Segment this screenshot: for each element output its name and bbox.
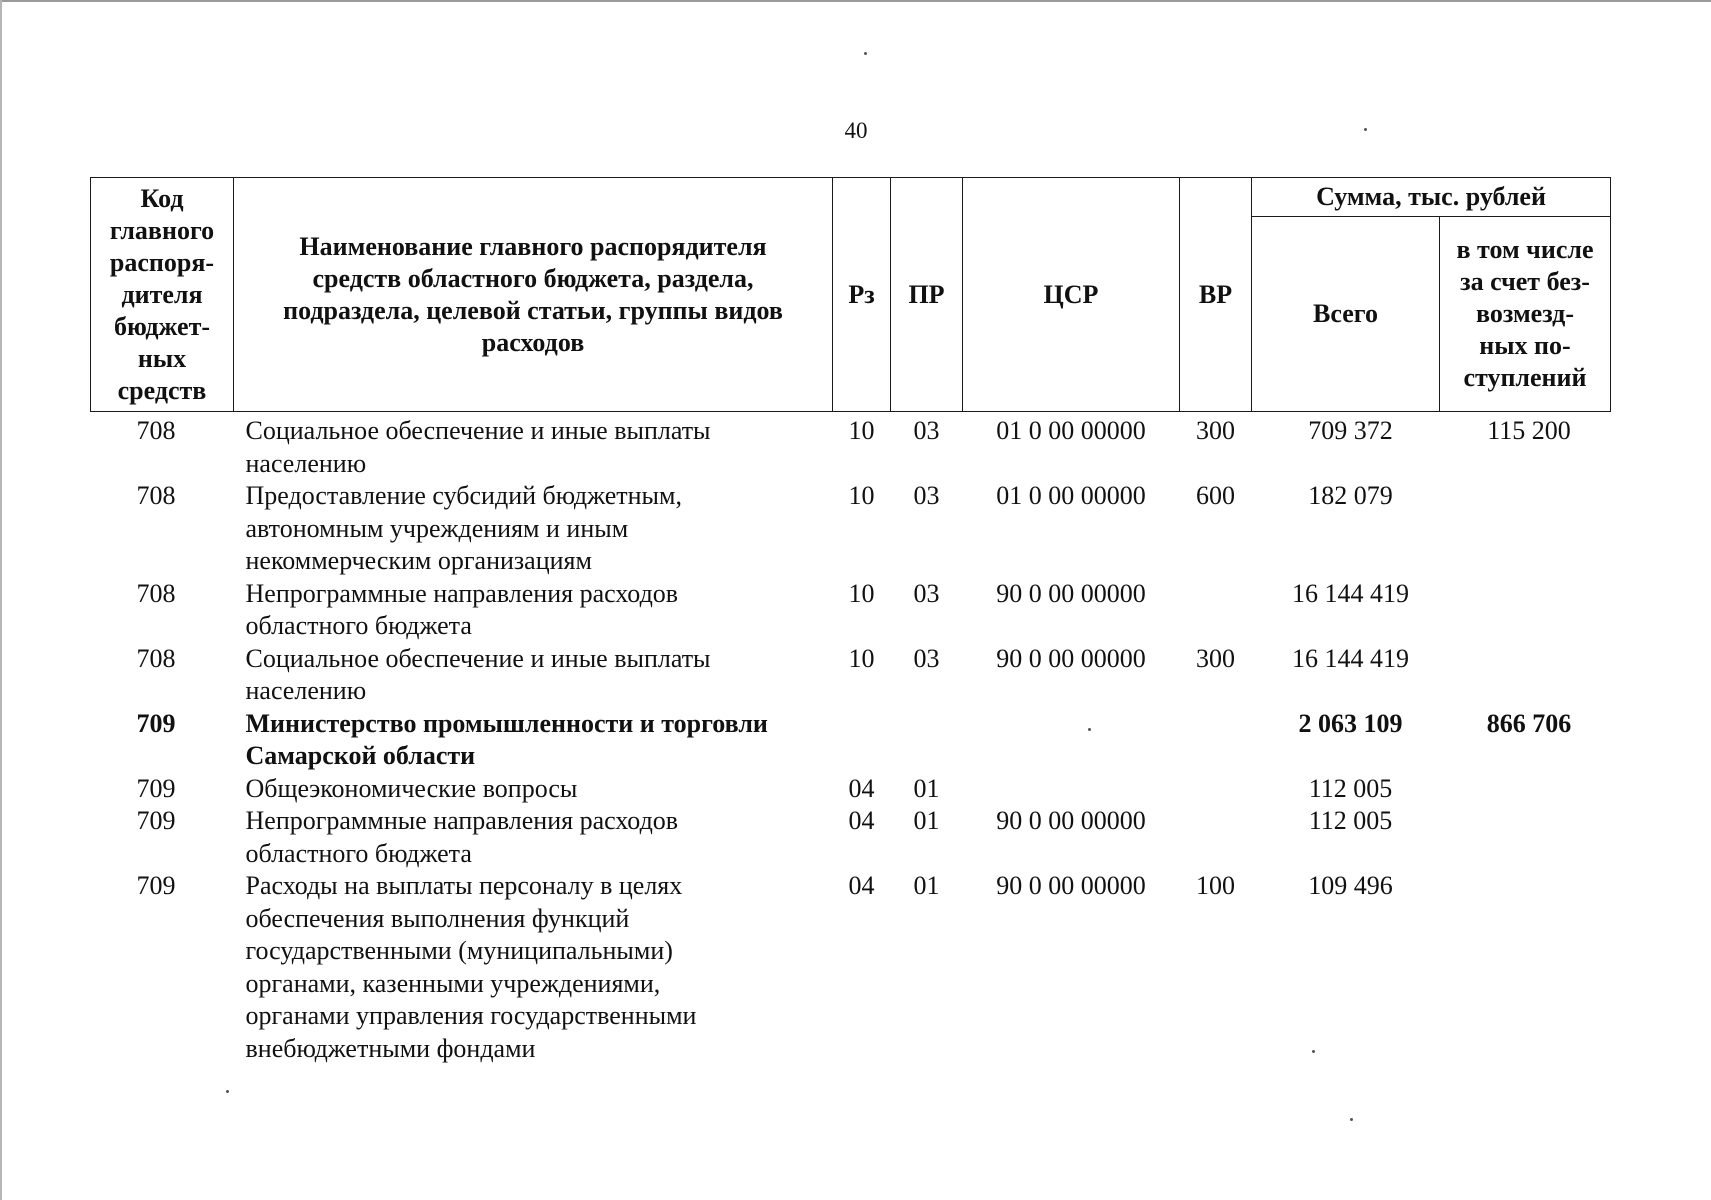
cell-vr bbox=[1180, 805, 1252, 870]
cell-vr bbox=[1180, 773, 1252, 806]
budget-table bbox=[90, 177, 1611, 1065]
cell-pr: 03 bbox=[913, 643, 940, 673]
header-line: подраздела, целевой статьи, группы видов bbox=[283, 295, 783, 325]
cell-free bbox=[1440, 643, 1611, 708]
cell-name bbox=[234, 708, 833, 773]
header-line: главного bbox=[109, 215, 215, 245]
page-number: 40 bbox=[844, 118, 868, 143]
header-line: за счет без- bbox=[1460, 267, 1590, 296]
cell-csr: 90 0 00 00000 bbox=[996, 871, 1146, 900]
cell-code: 708 bbox=[136, 643, 176, 673]
header-code bbox=[91, 178, 234, 412]
cell-name bbox=[234, 480, 833, 578]
name-line: государственными (муниципальными) bbox=[245, 936, 673, 965]
header-line: расходов bbox=[481, 327, 585, 357]
name-line: Непрограммные направления расходов bbox=[245, 806, 679, 835]
name-line: Министерство промышленности и торговли bbox=[245, 708, 768, 738]
header-total: Всего bbox=[1252, 217, 1440, 412]
scan-speck bbox=[1350, 1118, 1353, 1121]
header-line: в том числе bbox=[1456, 235, 1594, 264]
header-rz: Рз bbox=[833, 178, 891, 412]
table-header bbox=[91, 178, 1611, 412]
scan-speck bbox=[226, 1090, 229, 1093]
table-row bbox=[91, 578, 1611, 643]
cell-pr: 03 bbox=[913, 578, 940, 608]
cell-code: 708 bbox=[136, 481, 176, 510]
cell-csr: 90 0 00 00000 bbox=[996, 578, 1146, 608]
name-line: областного бюджета bbox=[245, 838, 472, 868]
cell-free: 866 706 bbox=[1486, 708, 1572, 738]
header-sum: Сумма, тыс. рублей bbox=[1252, 178, 1611, 217]
cell-name bbox=[234, 578, 833, 643]
cell-name bbox=[234, 412, 833, 481]
header-line: Код bbox=[140, 183, 184, 213]
cell-pr bbox=[891, 708, 963, 773]
cell-vr bbox=[1180, 708, 1252, 773]
header-line: Наименование главного распорядителя bbox=[299, 231, 767, 261]
cell-code: 709 bbox=[136, 871, 176, 900]
table-row bbox=[91, 805, 1611, 870]
cell-vr: 300 bbox=[1196, 643, 1235, 673]
name-line: Социальное обеспечение и иные выплаты bbox=[245, 416, 711, 445]
cell-total: 2 063 109 bbox=[1298, 708, 1403, 738]
table-row bbox=[91, 870, 1611, 1065]
cell-free bbox=[1440, 578, 1611, 643]
name-line: Непрограммные направления расходов bbox=[245, 578, 679, 608]
cell-csr bbox=[963, 773, 1180, 806]
header-line: бюджет- bbox=[113, 311, 210, 341]
cell-total: 112 005 bbox=[1308, 773, 1393, 803]
name-line: населению bbox=[245, 676, 367, 705]
cell-code: 708 bbox=[136, 416, 176, 445]
name-line: внебюджетными фондами bbox=[245, 1033, 536, 1063]
header-line: средств областного бюджета, раздела, bbox=[312, 263, 754, 293]
cell-free bbox=[1440, 870, 1611, 1065]
cell-pr: 01 bbox=[913, 773, 940, 803]
table-row bbox=[91, 708, 1611, 773]
cell-total: 112 005 bbox=[1308, 806, 1393, 835]
cell-pr: 01 bbox=[913, 871, 940, 900]
header-line: ных bbox=[137, 343, 187, 373]
cell-pr: 03 bbox=[913, 416, 940, 445]
cell-rz bbox=[833, 708, 891, 773]
cell-csr bbox=[963, 708, 1180, 773]
cell-pr: 01 bbox=[913, 806, 940, 835]
cell-vr: 300 bbox=[1196, 416, 1235, 445]
name-line: органами управления государственными bbox=[245, 1001, 697, 1030]
header-line: ступлений bbox=[1463, 363, 1587, 392]
name-line: Предоставление субсидий бюджетным, bbox=[245, 481, 682, 510]
cell-pr: 03 bbox=[913, 481, 940, 510]
header-free bbox=[1440, 217, 1611, 412]
cell-free bbox=[1440, 773, 1611, 806]
header-name bbox=[234, 178, 833, 412]
name-line: обеспечения выполнения функций bbox=[245, 903, 630, 933]
cell-rz: 10 bbox=[848, 416, 875, 445]
cell-rz: 10 bbox=[848, 481, 875, 510]
cell-name bbox=[234, 643, 833, 708]
header-line: распоря- bbox=[109, 247, 215, 277]
header-line: средств bbox=[117, 375, 207, 405]
cell-name bbox=[234, 773, 833, 806]
cell-csr: 01 0 00 00000 bbox=[996, 481, 1146, 510]
name-line: населению bbox=[245, 448, 367, 478]
cell-csr: 01 0 00 00000 bbox=[996, 416, 1146, 445]
cell-name bbox=[234, 805, 833, 870]
cell-code: 709 bbox=[136, 806, 176, 835]
cell-code: 708 bbox=[136, 578, 176, 608]
cell-free bbox=[1440, 805, 1611, 870]
cell-rz: 10 bbox=[848, 643, 875, 673]
name-line: Общеэкономические вопросы bbox=[245, 773, 578, 803]
cell-total: 16 144 419 bbox=[1292, 643, 1409, 673]
header-line: возмезд- bbox=[1476, 299, 1574, 328]
name-line: Расходы на выплаты персоналу в целях bbox=[245, 871, 683, 900]
table-row bbox=[91, 480, 1611, 578]
cell-free: 115 200 bbox=[1487, 416, 1571, 445]
header-vr: ВР bbox=[1180, 178, 1252, 412]
cell-rz: 04 bbox=[848, 773, 875, 803]
cell-rz: 10 bbox=[848, 578, 875, 608]
scan-speck bbox=[1364, 128, 1367, 131]
cell-free bbox=[1440, 480, 1611, 578]
table-row bbox=[91, 773, 1611, 806]
cell-total: 709 372 bbox=[1308, 416, 1393, 445]
table-body bbox=[91, 412, 1611, 1066]
cell-csr: 90 0 00 00000 bbox=[996, 643, 1146, 673]
header-csr: ЦСР bbox=[963, 178, 1180, 412]
scan-speck bbox=[864, 52, 867, 55]
name-line: Самарской области bbox=[245, 741, 476, 770]
header-line: дителя bbox=[121, 279, 203, 309]
table-row bbox=[91, 412, 1611, 481]
header-line: ных по- bbox=[1479, 331, 1571, 360]
cell-name bbox=[234, 870, 833, 1065]
name-line: органами, казенными учреждениями, bbox=[245, 968, 661, 998]
cell-csr: 90 0 00 00000 bbox=[996, 806, 1146, 835]
cell-code: 709 bbox=[136, 773, 176, 803]
name-line: Социальное обеспечение и иные выплаты bbox=[245, 643, 711, 673]
cell-total: 109 496 bbox=[1308, 871, 1393, 900]
cell-rz: 04 bbox=[848, 806, 875, 835]
page-left-edge bbox=[0, 0, 2, 1200]
name-line: некоммерческим организациям bbox=[245, 546, 592, 575]
page-top-edge bbox=[0, 0, 1711, 2]
header-pr: ПР bbox=[891, 178, 963, 412]
cell-total: 16 144 419 bbox=[1292, 578, 1409, 608]
cell-vr: 600 bbox=[1196, 481, 1235, 510]
cell-code: 709 bbox=[136, 708, 176, 738]
name-line: автономным учреждениям и иным bbox=[245, 513, 629, 543]
name-line: областного бюджета bbox=[245, 611, 472, 640]
cell-vr bbox=[1180, 578, 1252, 643]
cell-total: 182 079 bbox=[1308, 481, 1393, 510]
table-row bbox=[91, 643, 1611, 708]
cell-vr: 100 bbox=[1196, 871, 1235, 900]
cell-rz: 04 bbox=[848, 871, 875, 900]
